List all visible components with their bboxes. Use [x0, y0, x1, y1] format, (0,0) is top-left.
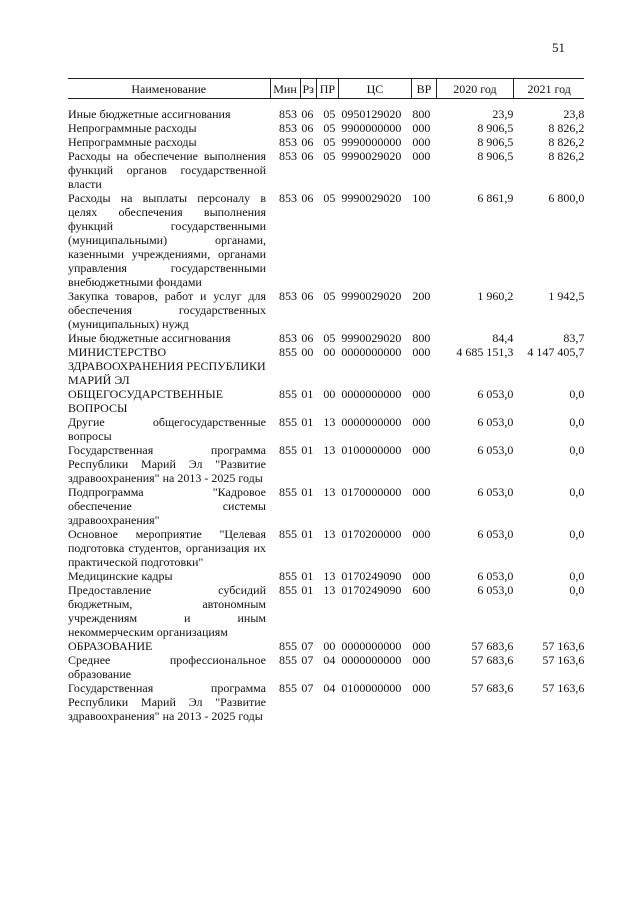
row-min-code: 853 — [279, 135, 297, 149]
table-row — [68, 121, 584, 135]
row-rz-code: 06 — [301, 289, 314, 303]
row-pr-code: 05 — [323, 289, 336, 303]
table-row — [68, 681, 584, 723]
table-row — [68, 569, 584, 583]
row-cs-code: 0170249090 — [341, 583, 402, 597]
row-name: Расходы на выплаты персоналу в целях обеспечения выполнения функций государственными (муниципальными) органами, казенными учреждениями, органами управления государственными внебюджетными фондами — [68, 191, 266, 289]
row-amount-2021: 23,8 — [563, 107, 585, 121]
row-cs-code: 9990029020 — [341, 149, 402, 163]
row-cs-code: 0000000000 — [341, 387, 402, 401]
row-amount-2020: 6 053,0 — [477, 527, 514, 541]
table-row — [68, 331, 584, 345]
row-rz-code: 06 — [301, 191, 314, 205]
row-pr-code: 00 — [323, 387, 336, 401]
row-amount-2020: 8 906,5 — [477, 121, 514, 135]
row-cs-code: 0000000000 — [341, 345, 402, 359]
row-rz-code: 06 — [301, 121, 314, 135]
row-pr-code: 05 — [323, 149, 336, 163]
row-pr-code: 13 — [323, 443, 336, 457]
row-name: Непрограммные расходы — [68, 121, 197, 135]
row-vr-code: 000 — [412, 149, 431, 163]
row-amount-2021: 57 163,6 — [542, 639, 585, 653]
row-cs-code: 9990029020 — [341, 289, 402, 303]
row-name: Непрограммные расходы — [68, 135, 197, 149]
row-amount-2020: 6 053,0 — [477, 569, 514, 583]
row-amount-2020: 6 053,0 — [477, 583, 514, 597]
row-amount-2020: 6 861,9 — [477, 191, 514, 205]
row-name: Иные бюджетные ассигнования — [68, 107, 231, 121]
row-vr-code: 000 — [412, 121, 431, 135]
table-row — [68, 387, 584, 415]
row-name: Подпрограмма "Кадровое обеспечение системы здравоохранения" — [68, 485, 266, 527]
row-vr-code: 000 — [412, 527, 431, 541]
row-amount-2020: 57 683,6 — [471, 681, 514, 695]
row-min-code: 855 — [279, 639, 297, 653]
row-amount-2020: 6 053,0 — [477, 485, 514, 499]
row-min-code: 855 — [279, 569, 297, 583]
row-min-code: 855 — [279, 681, 297, 695]
page-number: 51 — [552, 40, 565, 55]
table-row — [68, 149, 584, 191]
row-vr-code: 000 — [412, 653, 431, 667]
row-amount-2021: 0,0 — [569, 443, 585, 457]
row-min-code: 855 — [279, 345, 297, 359]
row-name: Предоставление субсидий бюджетным, автономным учреждениям и иным некоммерческим организациям — [68, 583, 266, 639]
row-cs-code: 9900000000 — [341, 121, 402, 135]
row-name: Расходы на обеспечение выполнения функций органов государственной власти — [68, 149, 266, 191]
row-min-code: 853 — [279, 191, 297, 205]
header-gap — [68, 99, 584, 108]
row-amount-2021: 83,7 — [563, 331, 585, 345]
row-name: ОБРАЗОВАНИЕ — [68, 639, 153, 653]
row-rz-code: 06 — [301, 107, 314, 121]
row-rz-code: 06 — [301, 135, 314, 149]
row-pr-code: 00 — [323, 345, 336, 359]
row-amount-2021: 0,0 — [569, 415, 585, 429]
row-rz-code: 00 — [301, 345, 314, 359]
row-min-code: 853 — [279, 107, 297, 121]
row-amount-2021: 0,0 — [569, 485, 585, 499]
row-cs-code: 0000000000 — [341, 653, 402, 667]
row-name: Иные бюджетные ассигнования — [68, 331, 231, 345]
row-rz-code: 07 — [301, 681, 314, 695]
table-row — [68, 527, 584, 569]
row-vr-code: 000 — [412, 415, 431, 429]
row-cs-code: 0170200000 — [341, 527, 402, 541]
row-vr-code: 000 — [412, 681, 431, 695]
row-cs-code: 0170000000 — [341, 485, 402, 499]
row-min-code: 853 — [279, 121, 297, 135]
row-cs-code: 0170249090 — [341, 569, 402, 583]
header-rz: Рз — [300, 79, 316, 99]
row-min-code: 855 — [279, 415, 297, 429]
row-pr-code: 13 — [323, 415, 336, 429]
row-vr-code: 000 — [412, 569, 431, 583]
row-amount-2021: 8 826,2 — [548, 135, 585, 149]
row-vr-code: 000 — [412, 387, 431, 401]
row-rz-code: 01 — [301, 583, 314, 597]
row-cs-code: 0000000000 — [341, 415, 402, 429]
row-amount-2020: 8 906,5 — [477, 149, 514, 163]
row-cs-code: 9990029020 — [341, 191, 402, 205]
row-pr-code: 13 — [323, 527, 336, 541]
header-min: Мин — [270, 79, 300, 99]
row-rz-code: 01 — [301, 387, 314, 401]
table-row — [68, 289, 584, 331]
row-amount-2021: 1 942,5 — [548, 289, 585, 303]
row-amount-2021: 6 800,0 — [548, 191, 585, 205]
table-row — [68, 653, 584, 681]
row-min-code: 853 — [279, 149, 297, 163]
table-row — [68, 443, 584, 485]
header-cs: ЦС — [338, 79, 411, 99]
row-vr-code: 000 — [412, 639, 431, 653]
row-pr-code: 13 — [323, 485, 336, 499]
row-name: Государственная программа Республики Марий Эл "Развитие здравоохранения" на 2013 - 2025 годы — [68, 443, 266, 485]
row-name: Другие общегосударственные вопросы — [68, 415, 266, 443]
row-name: МИНИСТЕРСТВО ЗДРАВООХРАНЕНИЯ РЕСПУБЛИКИ МАРИЙ ЭЛ — [68, 345, 266, 387]
row-amount-2021: 57 163,6 — [542, 653, 585, 667]
table-body — [68, 99, 584, 724]
row-vr-code: 100 — [412, 191, 431, 205]
table-row — [68, 107, 584, 121]
row-pr-code: 05 — [323, 331, 336, 345]
row-rz-code: 01 — [301, 569, 314, 583]
row-cs-code: 0100000000 — [341, 443, 402, 457]
row-amount-2020: 4 685 151,3 — [456, 345, 514, 359]
row-cs-code: 0000000000 — [341, 639, 402, 653]
row-name: Основное мероприятие "Целевая подготовка студентов, организация их практической подготовки" — [68, 527, 266, 569]
row-name: Медицинские кадры — [68, 569, 173, 583]
row-pr-code: 13 — [323, 583, 336, 597]
row-pr-code: 04 — [323, 653, 336, 667]
row-pr-code: 00 — [323, 639, 336, 653]
row-pr-code: 05 — [323, 135, 336, 149]
row-rz-code: 06 — [301, 331, 314, 345]
row-cs-code: 9990029020 — [341, 331, 402, 345]
row-amount-2021: 0,0 — [569, 569, 585, 583]
row-amount-2021: 8 826,2 — [548, 121, 585, 135]
row-cs-code: 9990000000 — [341, 135, 402, 149]
row-amount-2021: 0,0 — [569, 527, 585, 541]
row-rz-code: 01 — [301, 443, 314, 457]
row-amount-2021: 0,0 — [569, 583, 585, 597]
row-amount-2020: 23,9 — [492, 107, 514, 121]
table-row — [68, 191, 584, 289]
row-min-code: 855 — [279, 485, 297, 499]
row-amount-2021: 0,0 — [569, 387, 585, 401]
table-row — [68, 415, 584, 443]
row-vr-code: 200 — [412, 289, 431, 303]
header-2020: 2020 год — [436, 79, 513, 99]
row-pr-code: 05 — [323, 121, 336, 135]
row-vr-code: 000 — [412, 135, 431, 149]
row-name: Среднее профессиональное образование — [68, 653, 266, 681]
row-min-code: 855 — [279, 443, 297, 457]
row-cs-code: 0100000000 — [341, 681, 402, 695]
row-vr-code: 000 — [412, 345, 431, 359]
row-amount-2020: 57 683,6 — [471, 653, 514, 667]
row-vr-code: 000 — [412, 485, 431, 499]
row-amount-2020: 6 053,0 — [477, 443, 514, 457]
row-vr-code: 000 — [412, 443, 431, 457]
row-vr-code: 800 — [412, 331, 431, 345]
row-min-code: 853 — [279, 289, 297, 303]
row-rz-code: 01 — [301, 527, 314, 541]
row-name: Государственная программа Республики Марий Эл "Развитие здравоохранения" на 2013 - 2025 годы — [68, 681, 266, 723]
row-amount-2020: 57 683,6 — [471, 639, 514, 653]
header-2021: 2021 год — [513, 79, 584, 99]
table-row — [68, 485, 584, 527]
row-rz-code: 07 — [301, 653, 314, 667]
row-amount-2021: 4 147 405,7 — [527, 345, 585, 359]
row-pr-code: 05 — [323, 107, 336, 121]
header-vr: ВР — [411, 79, 436, 99]
row-pr-code: 05 — [323, 191, 336, 205]
row-name: Закупка товаров, работ и услуг для обеспечения государственных (муниципальных) нужд — [68, 289, 266, 331]
row-min-code: 855 — [279, 653, 297, 667]
table-row — [68, 583, 584, 639]
budget-table — [68, 78, 584, 723]
row-amount-2020: 8 906,5 — [477, 135, 514, 149]
row-rz-code: 07 — [301, 639, 314, 653]
row-name: ОБЩЕГОСУДАРСТВЕННЫЕ ВОПРОСЫ — [68, 387, 224, 415]
row-pr-code: 13 — [323, 569, 336, 583]
row-vr-code: 800 — [412, 107, 431, 121]
table-row — [68, 135, 584, 149]
row-rz-code: 06 — [301, 149, 314, 163]
row-min-code: 855 — [279, 387, 297, 401]
row-amount-2020: 6 053,0 — [477, 415, 514, 429]
table-header-row — [68, 79, 584, 99]
row-amount-2020: 84,4 — [492, 331, 514, 345]
table-row — [68, 639, 584, 653]
row-amount-2020: 6 053,0 — [477, 387, 514, 401]
row-pr-code: 04 — [323, 681, 336, 695]
header-pr: ПР — [316, 79, 338, 99]
header-name: Наименование — [68, 79, 270, 99]
row-cs-code: 0950129020 — [341, 107, 402, 121]
table-row — [68, 345, 584, 387]
row-rz-code: 01 — [301, 485, 314, 499]
row-amount-2021: 57 163,6 — [542, 681, 585, 695]
row-min-code: 853 — [279, 331, 297, 345]
row-min-code: 855 — [279, 527, 297, 541]
row-amount-2020: 1 960,2 — [477, 289, 514, 303]
row-min-code: 855 — [279, 583, 297, 597]
row-rz-code: 01 — [301, 415, 314, 429]
row-amount-2021: 8 826,2 — [548, 149, 585, 163]
row-vr-code: 600 — [412, 583, 431, 597]
